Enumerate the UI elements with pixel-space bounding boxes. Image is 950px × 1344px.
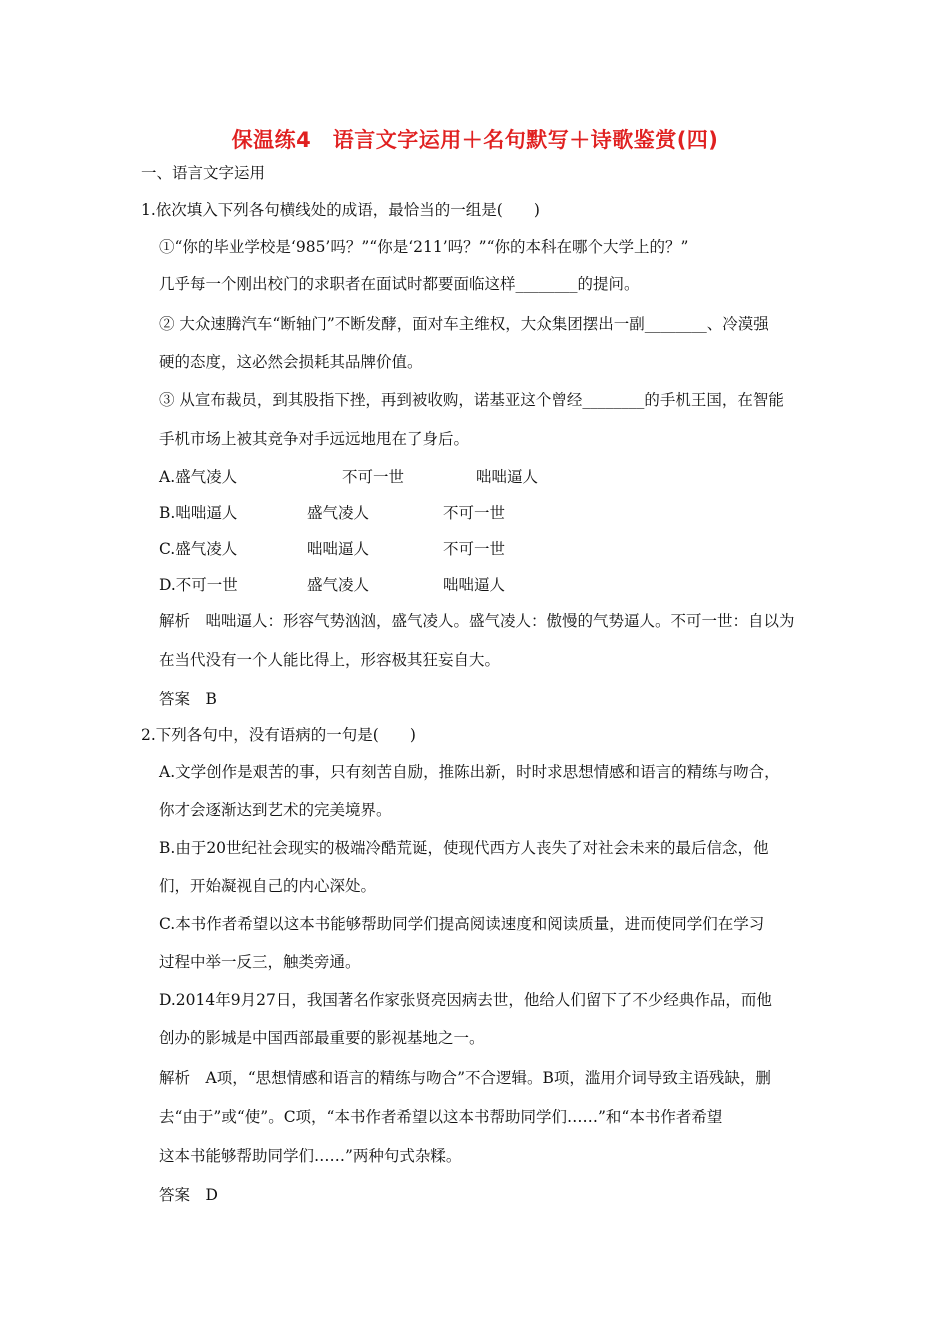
q1-sentence3-line2: 手机市场上被其竞争对手远远地甩在了身后。 bbox=[159, 430, 470, 448]
q2-analysis-line3: 这本书能够帮助同学们……”两种句式杂糅。 bbox=[159, 1147, 462, 1165]
q2-option-b-line1: B.由于20世纪社会现实的极端冷酷荒诞，使现代西方人丧失了对社会未来的最后信念，他 bbox=[159, 839, 769, 857]
q1-answer: 答案 B bbox=[159, 690, 217, 708]
q1-sentence1-line1: ①“你的毕业学校是‘985’吗？”“你是‘211’吗？”“你的本科在哪个大学上的？” bbox=[159, 238, 689, 256]
q2-option-d-line1: D.2014年9月27日，我国著名作家张贤亮因病去世，他给人们留下了不少经典作品，而他 bbox=[159, 991, 772, 1009]
option-b-label: B.咄咄逼人 bbox=[159, 504, 238, 522]
q1-analysis-line2: 在当代没有一个人能比得上，形容极其狂妄自大。 bbox=[159, 651, 501, 669]
q2-option-b-line2: 们，开始凝视自己的内心深处。 bbox=[159, 877, 377, 895]
q2-option-d-line2: 创办的影城是中国西部最重要的影视基地之一。 bbox=[159, 1029, 485, 1047]
section-heading: 一、语言文字运用 bbox=[141, 164, 266, 182]
q2-option-a-line1: A.文学创作是艰苦的事，只有刻苦自励，推陈出新，时时求思想情感和语言的精练与吻合， bbox=[159, 763, 780, 781]
q2-option-c-line2: 过程中举一反三，触类旁通。 bbox=[159, 953, 361, 971]
q2-analysis-line1: 解析 A项，“思想情感和语言的精练与吻合”不合逻辑。B项，滥用介词导致主语残缺，删 bbox=[159, 1069, 771, 1087]
q1-sentence2-line2: 硬的态度，这必然会损耗其品牌价值。 bbox=[159, 353, 423, 371]
q1-sentence2-line1: ② 大众速腾汽车“断轴门”不断发酵，面对车主维权，大众集团摆出一副________、冷漠强 bbox=[159, 315, 769, 333]
option-b-col3: 不可一世 bbox=[443, 504, 506, 522]
q1-sentence1-line2: 几乎每一个刚出校门的求职者在面试时都要面临这样________的提问。 bbox=[159, 275, 640, 293]
option-b-col2: 盛气凌人 bbox=[307, 504, 370, 522]
option-a-col3: 咄咄逼人 bbox=[476, 468, 539, 486]
q2-option-c-line1: C.本书作者希望以这本书能够帮助同学们提高阅读速度和阅读质量，进而使同学们在学习 bbox=[159, 915, 765, 933]
q2-answer: 答案 D bbox=[159, 1186, 218, 1204]
q2-analysis-line2: 去“由于”或“使”。C项，“本书作者希望以这本书帮助同学们……”和“本书作者希望 bbox=[159, 1108, 723, 1126]
option-a-label: A.盛气凌人 bbox=[159, 468, 238, 486]
option-c-col3: 不可一世 bbox=[443, 540, 506, 558]
q1-sentence3-line1: ③ 从宣布裁员，到其股指下挫，再到被收购，诺基亚这个曾经________的手机王国，在智能 bbox=[159, 391, 784, 409]
option-c-col2: 咄咄逼人 bbox=[307, 540, 370, 558]
page-title: 保温练4 语言文字运用＋名句默写＋诗歌鉴赏(四) bbox=[231, 128, 719, 152]
option-d-label: D.不可一世 bbox=[159, 576, 238, 594]
q1-stem: 1.依次填入下列各句横线处的成语，最恰当的一组是( ) bbox=[141, 201, 540, 219]
option-d-col3: 咄咄逼人 bbox=[443, 576, 506, 594]
q2-stem: 2.下列各句中，没有语病的一句是( ) bbox=[141, 726, 416, 744]
q1-analysis-line1: 解析 咄咄逼人：形容气势汹汹，盛气凌人。盛气凌人：傲慢的气势逼人。不可一世：自以为 bbox=[159, 612, 795, 630]
option-c-label: C.盛气凌人 bbox=[159, 540, 238, 558]
q2-option-a-line2: 你才会逐渐达到艺术的完美境界。 bbox=[159, 801, 392, 819]
option-d-col2: 盛气凌人 bbox=[307, 576, 370, 594]
option-a-col2: 不可一世 bbox=[342, 468, 405, 486]
